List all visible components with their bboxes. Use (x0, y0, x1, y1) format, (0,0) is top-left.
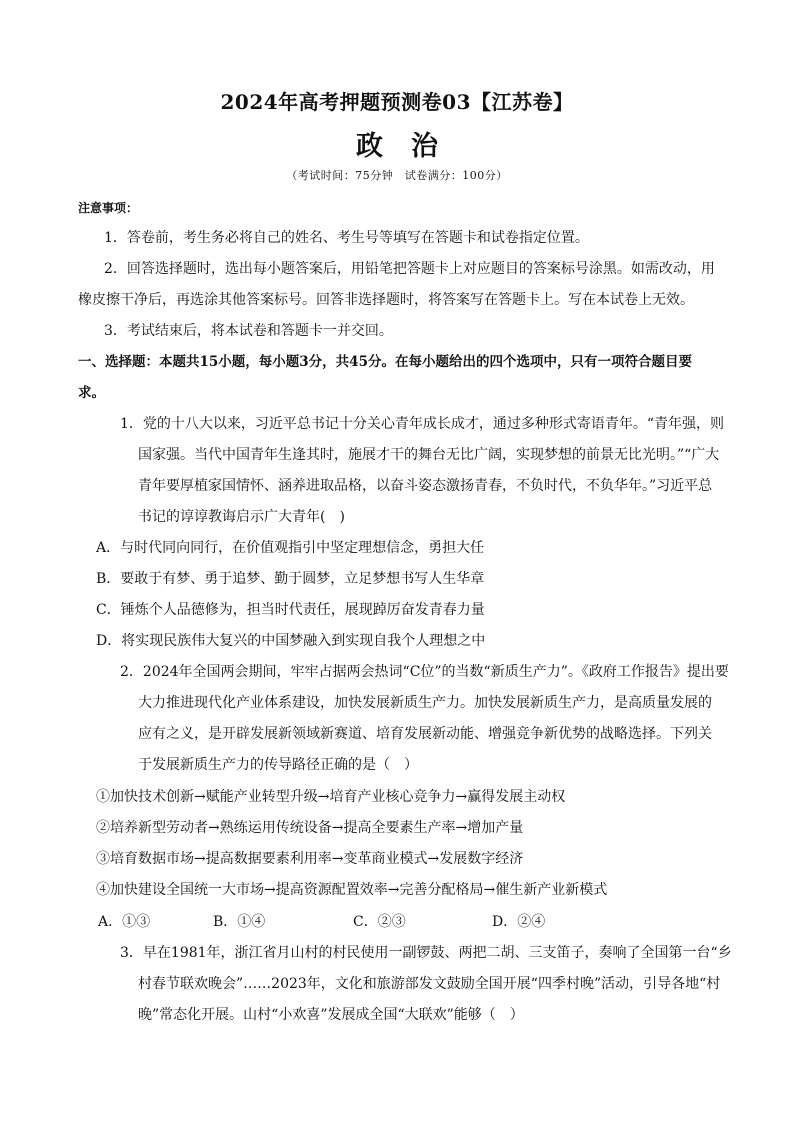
question-2-item-1: ①加快技术创新→赋能产业转型升级→培育产业核心竞争力→赢得发展主动权 (96, 789, 566, 805)
question-2-option-c: C．②③ (353, 914, 406, 930)
question-1-stem: 1．党的十八大以来，习近平总书记十分关心青年成长成才，通过多种形式寄语青年。“青年强，则 (120, 416, 725, 432)
notice-item: 2．回答选择题时，选出每小题答案后，用铅笔把答题卡上对应题目的答案标号涂黑。如需改动，用 (104, 261, 715, 277)
question-2-option-d: D．②④ (492, 914, 546, 930)
exam-meta: （考试时间：75分钟 试卷满分：100分） (286, 169, 508, 182)
question-1-stem: 书记的谆谆教诲启示广大青年( ) (138, 509, 345, 525)
question-2-stem: 应有之义，是开辟发展新领域新赛道、培育发展新动能、增强竞争新优势的战略选择。下列关 (138, 726, 712, 742)
question-3-stem: 村春节联欢晚会”……2023年，文化和旅游部发文鼓励全国开展“四季村晚”活动，引导各地“村 (138, 976, 721, 992)
section-heading: 一、选择题：本题共15小题，每小题3分，共45分。在每小题给出的四个选项中，只有一项符合题目要 (78, 354, 692, 370)
notice-item: 1．答卷前，考生务必将自己的姓名、考生号等填写在答题卡和试卷指定位置。 (104, 230, 589, 246)
question-2-stem: 于发展新质生产力的传导路径正确的是（ ） (138, 757, 418, 773)
question-1-option-b: B．要敢于有梦、勇于追梦、勤于圆梦，立足梦想书写人生华章 (96, 571, 485, 587)
question-1-stem: 青年要厚植家国情怀、涵养进取品格，以奋斗姿态激扬青春，不负时代，不负华年。”习近平总 (138, 478, 713, 494)
question-1-stem: 国家强。当代中国青年生逢其时，施展才干的舞台无比广阔，实现梦想的前景无比光明。”“广大 (138, 447, 720, 463)
notice-item: 3．考试结束后，将本试卷和答题卡一并交回。 (104, 323, 393, 339)
question-2-item-3: ③培育数据市场→提高数据要素利用率→变革商业模式→发展数字经济 (96, 851, 524, 867)
question-2-stem: 2．2024年全国两会期间，牢牢占据两会热词“C位”的当数“新质生产力”。《政府工作报告》提出要 (120, 664, 729, 680)
question-2-option-a: A．①③ (98, 914, 151, 930)
subject-heading: 政治 (356, 131, 466, 162)
question-2-stem: 大力推进现代化产业体系建设，加快发展新质生产力。加快发展新质生产力，是高质量发展的 (138, 695, 712, 711)
question-3-stem: 3．早在1981年，浙江省月山村的村民使用一副锣鼓、两把二胡、三支笛子，奏响了全国第一台“乡 (120, 945, 732, 961)
question-1-option-d: D．将实现民族伟大复兴的中国梦融入到实现自我个人理想之中 (96, 633, 486, 649)
question-2-item-2: ②培养新型劳动者→熟练运用传统设备→提高全要素生产率→增加产量 (96, 820, 524, 836)
question-2-option-b: B．①④ (213, 914, 266, 930)
notice-heading: 注意事项： (78, 201, 139, 215)
question-2-item-4: ④加快建设全国统一大市场→提高资源配置效率→完善分配格局→催生新产业新模式 (96, 882, 608, 898)
section-heading-continued: 求。 (78, 385, 105, 401)
question-1-option-c: C．锤炼个人品德修为，担当时代责任，展现踔厉奋发青春力量 (96, 602, 485, 618)
notice-item-continued: 橡皮擦干净后，再选涂其他答案标号。回答非选择题时，将答案写在答题卡上。写在本试卷上无效。 (78, 292, 694, 308)
question-1-option-a: A．与时代同向同行，在价值观指引中坚定理想信念，勇担大任 (96, 540, 485, 556)
page-title: 2024年高考押题预测卷03【江苏卷】 (220, 90, 574, 114)
question-3-stem: 晚”常态化开展。山村“小欢喜”发展成全国“大联欢”能够（ ） (138, 1007, 524, 1023)
